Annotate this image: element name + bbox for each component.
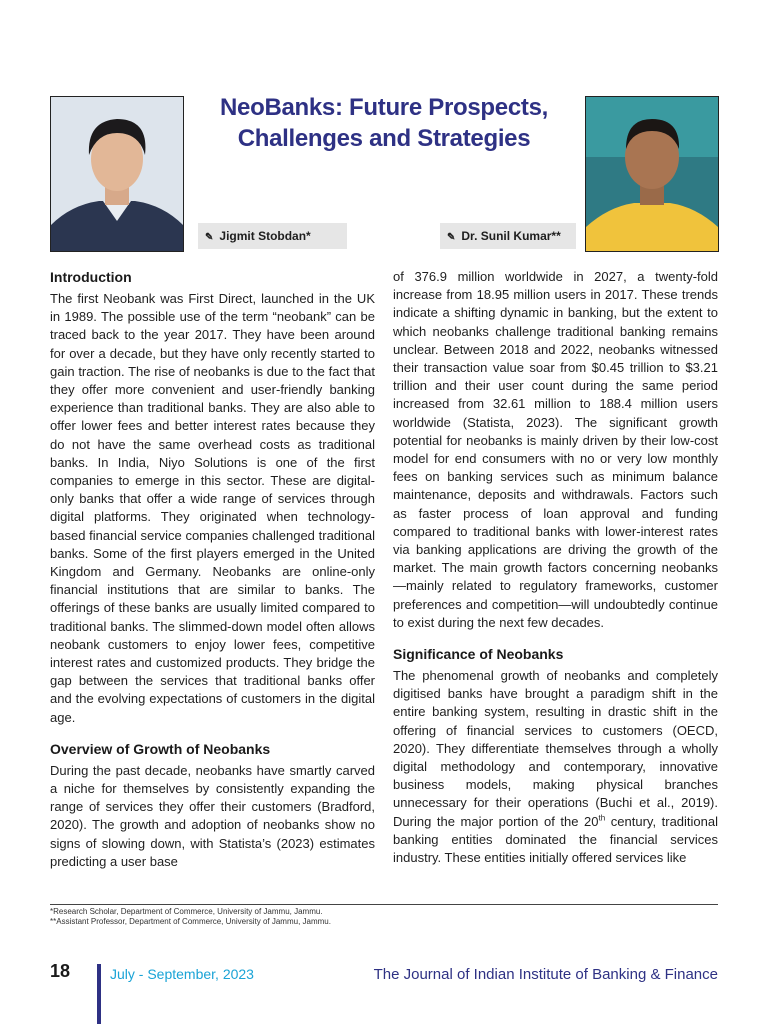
significance-text-b: century, traditional banking entities dominated the financial services industry. These entities initially offered services like [393, 813, 719, 866]
footer-accent-bar [97, 964, 101, 1024]
significance-paragraph [393, 667, 718, 867]
author-photo-sunil-kumar [585, 96, 719, 252]
title-line-1: NeoBanks: Future Prospects, [220, 94, 548, 121]
title-line-2: Challenges and Strategies [237, 125, 531, 152]
footnote-divider [50, 904, 718, 905]
author-name-1: Jigmit Stobdan* [219, 229, 311, 243]
heading-overview: Overview of Growth of Neobanks [50, 740, 271, 757]
footnotes [50, 907, 331, 926]
introduction-paragraph: The first Neobank was First Direct, launched in the UK in 1989. The possible use of the term “neobank” can be traced back to the year 2017. They have been around for over a decade, but they have only recently started to gain traction. The rise of neobanks is due to the fact that they offer more convenient and user-friendly banking experience than traditional banks. They are also able to offer lower fees and better interest rates because they do not have the same overhead costs as traditional banks. In India, Niyo Solutions is one of the first companies to emerge in this sector. These are digital-only banks that offer a wide range of services through digital platforms. They originated when technology-based financial service companies challenged traditional banks. Some of the first players emerged in the United Kingdom and Germany. Neobanks are online-only financial institutions that are similar to banks. The offerings of these banks are usually limited compared to traditional banks. The slimmed-down model often allows neobank customers to enjoy lower fees, competitive interest rates and customized products. They bridge the gap between the services that traditional banks offer and the evolving expectations of customers in the digital age. [50, 291, 375, 725]
author-tag-2 [440, 223, 576, 249]
article-title [190, 92, 578, 154]
author-portrait-1 [51, 97, 183, 251]
pen-icon: ✎ [205, 232, 214, 243]
heading-significance: Significance of Neobanks [393, 646, 564, 663]
author-portrait-2 [586, 97, 718, 251]
author-name-2: Dr. Sunil Kumar** [461, 229, 561, 243]
overview-paragraph: During the past decade, neobanks have smartly carved a niche for themselves by consistently expanding the range of services they offer their customers (Bradford, 2020). The growth and adoption of neobanks show no signs of slowing down, with Statista’s (2023) estimates predicting a user base [50, 762, 375, 869]
continued-paragraph: of 376.9 million worldwide in 2027, a twenty-fold increase from 18.95 million users in 2017. These trends indicate a shifting dynamic in banking, but the extent to which neobanks challenge traditional banking remains unclear. Between 2018 and 2022, neobanks witnessed their transaction value soar from $0.45 trillion to $3.21 trillion and their user count during the same period increased from 32.61 million to 188.4 million users worldwide (Statista, 2023). The significant growth potential for neobanks is mainly driven by their low-cost model for end consumers with no or very low monthly fees on banking services such as minimum balance maintenance, deposits and withdrawals. Factors such as faster process of loan approval and funding compared to traditional banks with lower-interest rates via banking applications are driving the growth of the market. The main growth factors concerning neobanks—mainly related to regulatory frameworks, customer preferences and competition—will undoubtedly continue to exist during the next few decades. [393, 269, 718, 630]
footnote-2: **Assistant Professor, Department of Commerce, University of Jammu, Jammu. [50, 916, 331, 926]
journal-name: The Journal of Indian Institute of Banking & Finance [373, 966, 718, 983]
superscript-th: th [598, 813, 606, 823]
page-number: 18 [50, 961, 71, 981]
pen-icon: ✎ [447, 232, 456, 243]
right-column [393, 268, 718, 867]
author-photo-jigmit-stobdan [50, 96, 184, 252]
footnote-1: *Research Scholar, Department of Commerce, University of Jammu, Jammu. [50, 907, 323, 916]
issue-date: July - September, 2023 [110, 966, 254, 982]
heading-introduction: Introduction [50, 269, 132, 285]
left-column [50, 268, 375, 871]
author-tag-1 [198, 223, 347, 249]
significance-text-a: The phenomenal growth of neobanks and completely digitised banks have brought a paradigm shift in the entire banking system, resulting in drastic shift in the offering of financial services to customers (OECD, 2020). They differentiate themselves through a wholly digital methodology and contemporary, innovative business models, making physical branches unnecessary for their operations (Buchi et al., 2019). During the major portion of the 20 [393, 668, 718, 829]
